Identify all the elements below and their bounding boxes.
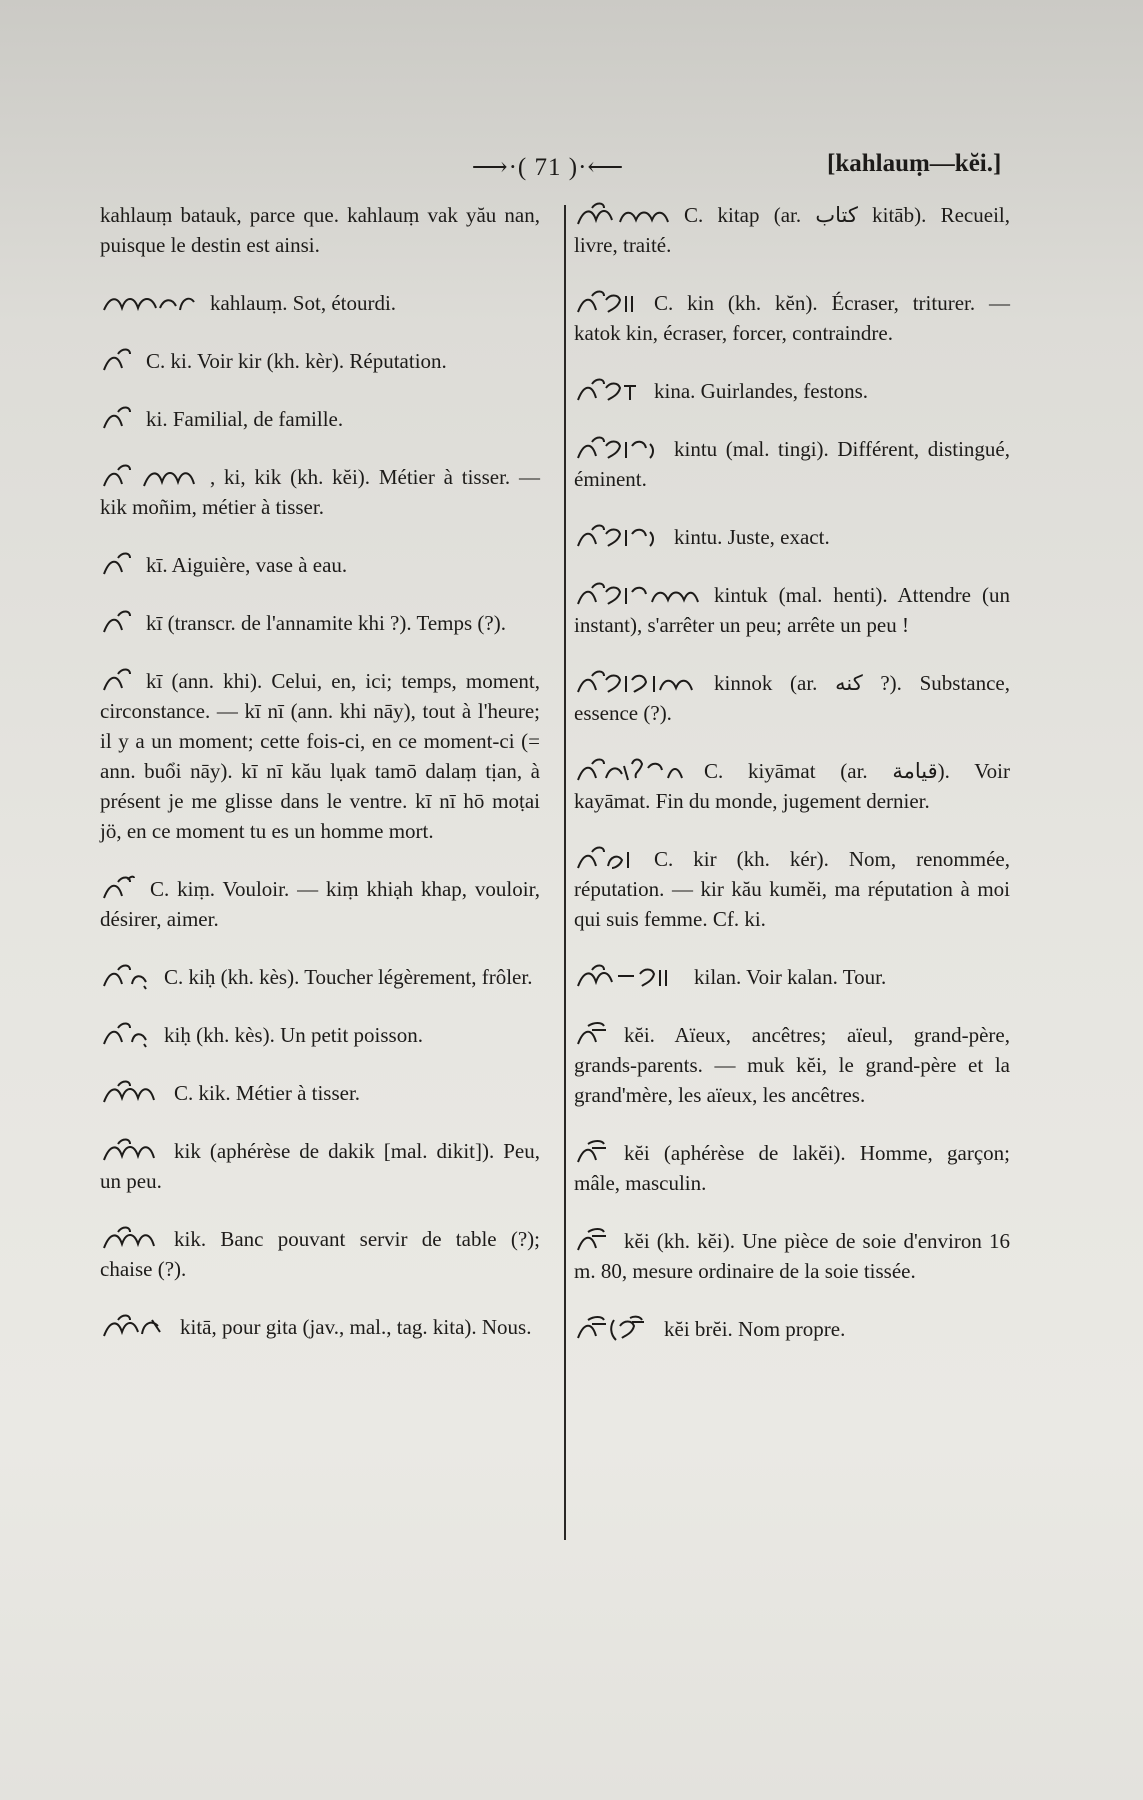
dictionary-entry: kĕi. Aïeux, ancêtres; aïeul, grand-père, grands-parents. — muk kĕi, le grand-père et la grand'mère, les aïeux, les ancêtres. (574, 1020, 1010, 1110)
cham-script-glyph (100, 962, 154, 990)
cham-script-glyph (100, 462, 200, 490)
dictionary-entry: kintuk (mal. henti). Attendre (un instant), s'arrêter un peu; arrête un peu ! (574, 580, 1010, 640)
dictionary-entry: C. kin (kh. kĕn). Écraser, triturer. — katok kin, écraser, forcer, contraindre. (574, 288, 1010, 348)
dictionary-entry: kĕi brĕi. Nom propre. (574, 1314, 1010, 1344)
dictionary-entry: C. kiṃ. Vouloir. — kiṃ khiạh khap, vouloir, désirer, aimer. (100, 874, 540, 934)
dictionary-entry: C. ki. Voir kir (kh. kèr). Réputation. (100, 346, 540, 376)
dictionary-entry: kik. Banc pouvant servir de table (?); chaise (?). (100, 1224, 540, 1284)
cham-script-glyph (100, 874, 140, 902)
dictionary-entry: kilan. Voir kalan. Tour. (574, 962, 1010, 992)
dictionary-entry: C. kir (kh. kér). Nom, renommée, réputation. — kir kău kumĕi, ma réputation à moi qui suis femme. Cf. ki. (574, 844, 1010, 934)
cham-script-glyph (574, 522, 664, 550)
dictionary-entry: kahlauṃ. Sot, étourdi. (100, 288, 540, 318)
cham-script-glyph (100, 1136, 164, 1164)
dictionary-entry: kiḥ (kh. kès). Un petit poisson. (100, 1020, 540, 1050)
dictionary-entry: kitā, pour gita (jav., mal., tag. kita). Nous. (100, 1312, 540, 1342)
entry-continuation: kahlauṃ batauk, parce que. kahlauṃ vak yău nan, puisque le destin est ainsi. (100, 203, 540, 257)
dictionary-entry: C. kiyāmat (ar. قيامة). Voir kayāmat. Fin du monde, jugement dernier. (574, 756, 1010, 816)
cham-script-glyph (100, 1078, 164, 1106)
cham-script-glyph (100, 1224, 164, 1252)
dictionary-entry: C. kik. Métier à tisser. (100, 1078, 540, 1108)
cham-script-glyph (100, 1312, 170, 1340)
cham-script-glyph (574, 288, 644, 316)
dictionary-entry: kintu (mal. tingi). Différent, distingué, éminent. (574, 434, 1010, 494)
cham-script-glyph (100, 608, 136, 636)
dictionary-entry: kinnok (ar. كنه ?). Substance, essence (?). (574, 668, 1010, 728)
dictionary-entry: ki. Familial, de famille. (100, 404, 540, 434)
dictionary-entry: kī (transcr. de l'annamite khi ?). Temps (?). (100, 608, 540, 638)
cham-script-glyph (574, 580, 704, 608)
cham-script-glyph (100, 666, 136, 694)
left-column (100, 200, 540, 1370)
dictionary-entry: kī (ann. khi). Celui, en, ici; temps, moment, circonstance. — kī nī (ann. khi nāy), tout à l'heure; il y a un moment; cette fois-ci, en ce moment-ci (= ann. buổi nāy). kī nī kău lụak tamō dalaṃ tịan, à présent je me glisse dans le ventre. kī nī hō moṭai jö, en ce moment tu es un homme mort. (100, 666, 540, 846)
page-number: ⟶·( 71 )·⟵ (471, 154, 625, 181)
cham-script-glyph (574, 1314, 654, 1342)
dictionary-entry: kik (aphérèse de dakik [mal. dikit]). Peu, un peu. (100, 1136, 540, 1196)
running-head: [kahlauṃ—kĕi.] (827, 150, 1002, 177)
cham-script-glyph (100, 550, 136, 578)
dictionary-entry: , ki, kik (kh. kĕi). Métier à tisser. — kik moñim, métier à tisser. (100, 462, 540, 522)
cham-script-glyph (574, 434, 664, 462)
cham-script-glyph (100, 404, 136, 432)
column-divider (564, 205, 566, 1540)
cham-script-glyph (100, 346, 136, 374)
dictionary-entry: kina. Guirlandes, festons. (574, 376, 1010, 406)
dictionary-entry: kĕi (kh. kĕi). Une pièce de soie d'environ 16 m. 80, mesure ordinaire de la soie tissée. (574, 1226, 1010, 1286)
dictionary-entry: kĕi (aphérèse de lakĕi). Homme, garçon; mâle, masculin. (574, 1138, 1010, 1198)
cham-script-glyph (574, 962, 684, 990)
right-column (574, 200, 1010, 1372)
cham-script-glyph (100, 1020, 154, 1048)
dictionary-entry: C. kiḥ (kh. kès). Toucher légèrement, frôler. (100, 962, 540, 992)
cham-script-glyph (574, 200, 674, 228)
cham-script-glyph (574, 376, 644, 404)
cham-script-glyph (100, 288, 200, 316)
cham-script-glyph (574, 844, 644, 872)
cham-script-glyph (574, 1226, 614, 1254)
dictionary-entry: C. kitap (ar. كتاب kitāb). Recueil, livre, traité. (574, 200, 1010, 260)
cham-script-glyph (574, 668, 704, 696)
cham-script-glyph (574, 756, 694, 784)
cham-script-glyph (574, 1138, 614, 1166)
dictionary-entry: kī. Aiguière, vase à eau. (100, 550, 540, 580)
cham-script-glyph (574, 1020, 614, 1048)
dictionary-entry: kintu. Juste, exact. (574, 522, 1010, 552)
